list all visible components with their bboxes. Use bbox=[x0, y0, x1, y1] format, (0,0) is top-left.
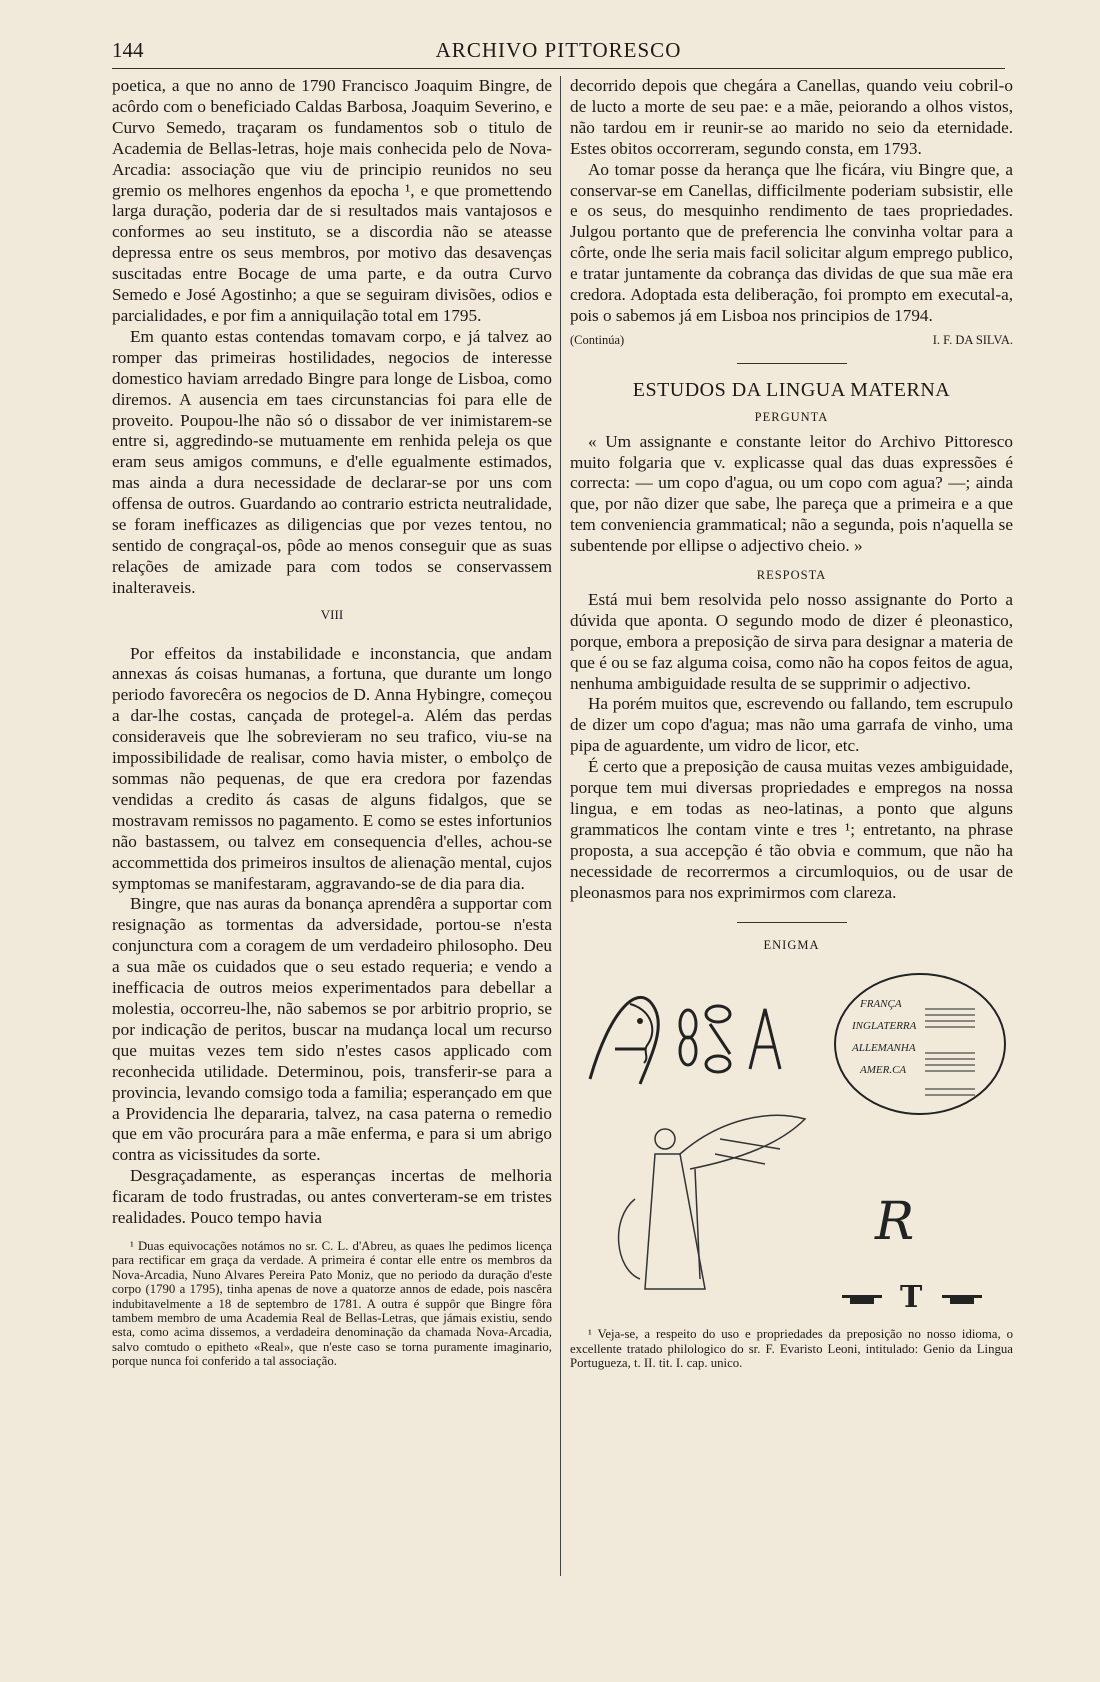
paragraph: Está mui bem resolvida pelo nosso assignante do Porto a dúvida que aponta. O segundo modo de dizer é pleonastico, porque, embora a preposição de sirva para designar a materia de que é ou se faz alguma coisa, como não ha copos feitos de agua, nenhuma ambiguidade resulta de se supprimir o adjectivo. bbox=[570, 589, 1013, 693]
footnote: ¹ Duas equivocações notámos no sr. C. L. d'Abreu, as quaes lhe pedimos licença para rectificar em graça da verdade. A primeira é contar elle entre os membros da Nova-Arcadia, Nuno Alvares Pereira Pato Moniz, que no periodo da duração d'este corpo (1790 a 1795), tinha apenas de nove a quatorze annos de edade, pois nascêra indubitavelmente a 18 de septembro de 1781. A outra é suppôr que Bingre fôra tambem membro de uma Academia Real de Bellas-Letras, que jámais existiu, sendo esta, como acima dissemos, a verdadeira denominação da chamada Nova-Arcadia, salvo comtudo o epitheto «Real», que n'este caso se torna puramente imaginario, porque nunca foi conferido a tal associação. bbox=[112, 1238, 552, 1369]
enigma-letter: R bbox=[875, 1192, 915, 1253]
enigma-title: ENIGMA bbox=[763, 937, 820, 952]
paragraph: É certo que a preposição de causa muitas vezes ambiguidade, porque tem mui diversas propriedades e empregos na nossa lingua, e em todas as neo-latinas, a ponto que alguns grammaticos lhe contam vinte e tres ¹; entretanto, na phrase proposta, a sua accepção é tão obvia e commum, que não ha necessidade de recorrermos a circumloquios, ou de usar de pleonasmos para nos exprimirmos com clareza. bbox=[570, 757, 1013, 902]
paragraph: Desgraçadamente, as esperanças incertas de melhoria ficaram de todo frustradas, ou antes converteram-se em tristes realidades. Pouco tempo havia bbox=[112, 1166, 552, 1228]
page-number: 144 bbox=[112, 38, 144, 62]
paragraph: Em quanto estas contendas tomavam corpo, e já talvez ao romper das primeiras hostilidades, negocios de interesse domestico haviam arredado Bingre para longe de Lisboa, como diremos. A ausencia em taes circunstancias foi para elle de proveito. Poupou-lhe não só o dissabor de ver inimistarem-se entre si, aggredindo-se mutuamente em renhida peleja os que eram seus amigos communs, e d'elle egualmente estimados, mas ainda a dura necessidade de declarar-se por uns com offensa de outros. Guardando ao contrario estricta neutralidade, se foram inefficazes as diligencias que por vezes tentou, no sentido de congraçal-os, pôde ao menos conseguir que as suas relações de amizade para com todos se conservassem inalteraveis. bbox=[112, 326, 552, 597]
header-rule bbox=[112, 68, 1005, 69]
continua-label: (Continúa) bbox=[570, 332, 625, 347]
section-divider bbox=[737, 363, 847, 364]
continuation-line bbox=[570, 330, 1013, 351]
paragraph: Ao tomar posse da herança que lhe ficára, viu Bingre que, a conservar-se em Canellas, difficilmente poderiam subsistir, elle e os seus, do mesquinho rendimento de taes propriedades. Julgou portanto que de preferencia lhe convinha voltar para a côrte, onde lhe seria mais facil solicitar algum emprego publico, e tratar juntamente da cobrança das dividas de que sua mãe era credora. Adoptada esta deliberação, foi prompto em executal-a, pois o sabemos já em Lisboa nos principios de 1794. bbox=[570, 159, 1013, 325]
column-divider bbox=[560, 76, 561, 1576]
pergunta-label: PERGUNTA bbox=[754, 409, 829, 424]
question-paragraph: « Um assignante e constante leitor do Archivo Pittoresco muito folgaria que v. explicasse qual das duas expressões é correcta: — um copo d'agua, ou um copo com agua? —; ainda que, por não dizer que sabe, lhe pareça que a primeira e a que tem conveniencia grammatical; não a segunda, pois n'aquella se subentende por ellipse o adjectivo cheio. » bbox=[570, 431, 1013, 556]
paragraph: poetica, a que no anno de 1790 Francisco Joaquim Bingre, de acôrdo com o beneficiado Caldas Barbosa, Joaquim Severino, e Curvo Semedo, traçaram os fundamentos sob o titulo de Academia de Bellas-letras, hoje mais conhecida pelo de Nova-Arcadia: associação que viu de principio reunidos no seu gremio os melhores engenhos da epocha ¹, e que promettendo larga duração, poderia dar de si resultados mais vantajosos e conformes ao seu instituto, se a discordia não se ateasse depressa entre os seus membros, por motivo das desavenças suscitadas entre Bocage de uma parte, e da outra Curvo Semedo e José Agostinho; a que se seguiram divisões, odios e parcialidades, e por fim a anniquilação total em 1795. bbox=[112, 76, 552, 325]
running-title: ARCHIVO PITTORESCO bbox=[435, 38, 682, 62]
enigma-letter: T bbox=[900, 1280, 923, 1316]
enigma-word: ALLEMANHA bbox=[852, 1042, 916, 1055]
paragraph: decorrido depois que chegára a Canellas, quando veiu cobril-o de lucto a morte de seu pae: e a mãe, peiorando a olhos vistos, não tardou em ir reunir-se ao marido no seio da eternidade. Estes obitos occorreram, segundo consta, em 1793. bbox=[570, 76, 1013, 158]
resposta-label: RESPOSTA bbox=[756, 568, 827, 583]
paragraph: Bingre, que nas auras da bonança aprendêra a supportar com resignação as tormentas da adversidade, portou-se n'esta conjunctura com a coragem de um verdadeiro philosopho. Deu a sua mãe os cuidados que o seu estado requeria; e vendo a inefficacia de outros meios experimentados para debellar a molestia, occorreu-lhe, não sabemos se por arbitrio proprio, se por indicação de peritos, buscar na mudança local um recurso que muitas vezes tem sido n'estes casos applicado com reconhecida utilidade. Determinou, pois, transferir-se para a provincia, levando comsigo toda a familia; esperançado em que a Providencia lhe depararia, talvez, na casa paterna o remedio que em vão procurára para a mãe enferma, e para si um abrigo contra as vicissitudes da sorte. bbox=[112, 894, 552, 1165]
footnote: ¹ Veja-se, a respeito do uso e propriedades da preposição no nosso idioma, o excellente tratado philologico do sr. F. Evaristo Leoni, intitulado: Genio da Lingua Portugueza, t. II. tit. I. cap. unico. bbox=[570, 1327, 1013, 1371]
enigma-illustration bbox=[570, 969, 1010, 1319]
enigma-word: FRANÇA bbox=[860, 998, 902, 1011]
author-signature: I. F. DA SILVA. bbox=[932, 332, 1013, 347]
section-title: ESTUDOS DA LINGUA MATERNA bbox=[632, 378, 951, 401]
section-number: VIII bbox=[320, 606, 344, 622]
paragraph: Ha porém muitos que, escrevendo ou fallando, tem escrupulo de dizer um copo d'agua; mas não uma garrafa de vinho, uma pipa de aguardente, um vidro de licor, etc. bbox=[570, 694, 1013, 756]
enigma-word: AMER.CA bbox=[860, 1064, 907, 1077]
right-column bbox=[570, 76, 1013, 1371]
paragraph: Por effeitos da instabilidade e inconstancia, que andam annexas ás coisas humanas, a fortuna, que durante um longo periodo favorecêra os negocios de D. Anna Hybingre, começou a dar-lhe costas, cançada de protegel-a. Além das perdas consideraveis que lhe sobrevieram no seu trafico, viu-se na impossibilidade de realisar, como havia mister, o embolço de sommas não pequenas, de que era credora por fazendas vendidas a credito ás casas de alguns fidalgos, que se mostravam remissos no pagamento. E como se estes infortunios não bastassem, ou talvez em consequencia d'elles, achou-se accommettida dos primeiros insultos de alienação mental, cujos symptomas se manifestaram, aggravando-se de dia para dia. bbox=[112, 643, 552, 893]
page-header bbox=[112, 38, 1005, 68]
left-column bbox=[112, 76, 552, 1369]
enigma-drawing bbox=[570, 969, 1010, 1319]
enigma-word: INGLATERRA bbox=[852, 1020, 917, 1033]
section-divider bbox=[737, 922, 847, 923]
